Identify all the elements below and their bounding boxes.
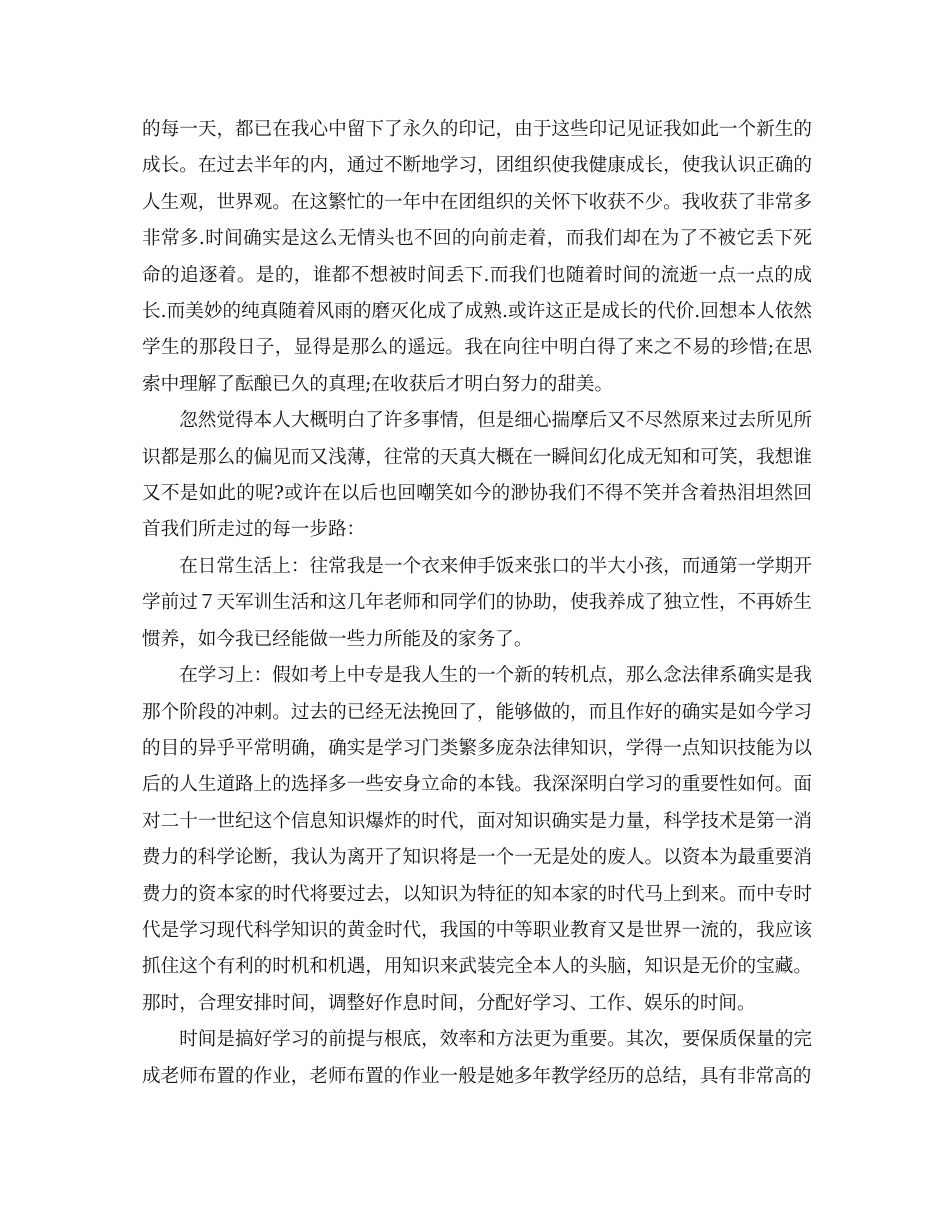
paragraph-daily-life: 在日常生活上：往常我是一个衣来伸手饭来张口的半大小孩，而通第一学期开学前过７天军训生活和这几年老师和同学们的协助，使我养成了独立性，不再娇生惯养，如今我已经能做一些力所能及的家务了。 xyxy=(142,555,812,650)
document-page xyxy=(142,112,812,1095)
paragraph-reflection: 忽然觉得本人大概明白了许多事情，但是细心揣摩后又不尽然原来过去所见所识都是那么的偏见而又浅薄，往常的天真大概在一瞬间幻化成无知和可笑，我想谁又不是如此的呢?或许在以后也回嘲笑如今的渺协我们不得不笑并含着热泪坦然回首我们所走过的每一步路： xyxy=(142,410,812,541)
paragraph-study: 在学习上：假如考上中专是我人生的一个新的转机点，那么念法律系确实是我那个阶段的冲刺。过去的已经无法挽回了，能够做的，而且作好的确实是如今学习的目的异乎平常明确，确实是学习门类繁多庞杂法律知识，学得一点知识技能为以后的人生道路上的选择多一些安身立命的本钱。我深深明白学习的重要性如何。面对二十一世纪这个信息知识爆炸的时代，面对知识确实是力量，科学技术是第一消费力的科学论断，我认为离开了知识将是一个一无是处的废人。以资本为最重要消费力的资本家的时代将要过去，以知识为特征的知本家的时代马上到来。而中专时代是学习现代科学知识的黄金时代，我国的中等职业教育又是世界一流的，我应该抓住这个有利的时机和机遇，用知识来武装完全本人的头脑，知识是无价的宝藏。那时，合理安排时间，调整好作息时间，分配好学习、工作、娱乐的时间。 xyxy=(142,665,812,1014)
paragraph-time-efficiency: 时间是搞好学习的前提与根底，效率和方法更为重要。其次，要保质保量的完成老师布置的作业，老师布置的作业一般是她多年教学经历的总结，具有非常高的 xyxy=(142,1029,812,1087)
paragraph-continuation: 的每一天，都已在我心中留下了永久的印记，由于这些印记见证我如此一个新生的成长。在过去半年的内，通过不断地学习，团组织使我健康成长，使我认识正确的人生观，世界观。在这繁忙的一年中在团组织的关怀下收获不少。我收获了非常多非常多.时间确实是这么无情头也不回的向前走着，而我们却在为了不被它丢下死命的追逐着。是的，谁都不想被时间丢下.而我们也随着时间的流逝一点一点的成长.而美妙的纯真随着风雨的磨灭化成了成熟.或许这正是成长的代价.回想本人依然学生的那段日子，显得是那么的遥远。我在向往中明白得了来之不易的珍惜;在思索中理解了酝酿已久的真理;在收获后才明白努力的甜美。 xyxy=(142,119,812,395)
